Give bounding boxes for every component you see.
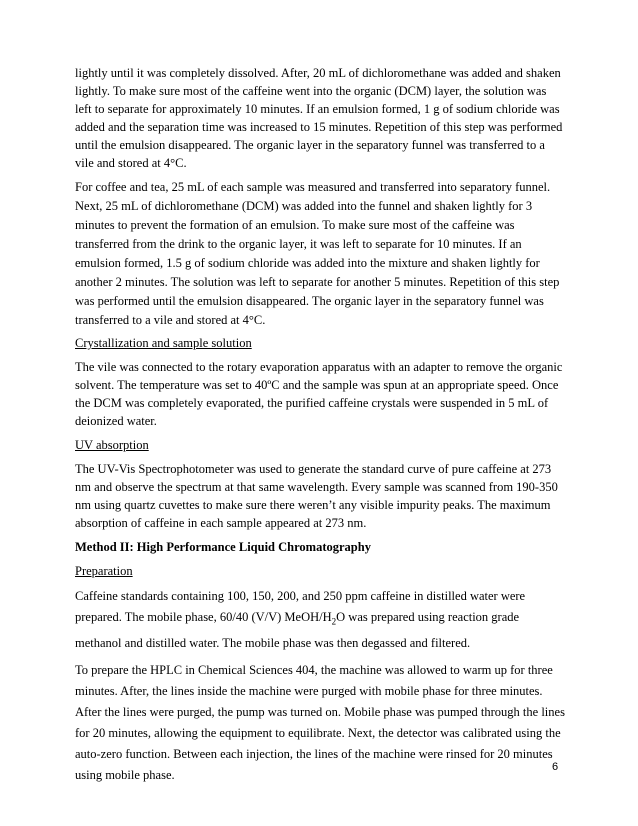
heading-method-2: Method II: High Performance Liquid Chromatography <box>75 540 371 554</box>
paragraph-crystallization: The vile was connected to the rotary evaporation apparatus with an adapter to remove the organic solvent. The temperature was set to 40ºC and the sample was spun at an appropriate speed. Once the DCM was completely evaporated, the purified caffeine crystals were suspended in 5 mL of deionized water. <box>75 360 563 428</box>
document-page <box>75 64 565 786</box>
paragraph-extraction-continued: lightly until it was completely dissolved. After, 20 mL of dichloromethane was added and shaken lightly. To make sure most of the caffeine went into the organic (DCM) layer, the solution was left to separate for approximately 10 minutes. If an emulsion formed, 1 g of sodium chloride was added and the separation time was increased to 15 minutes. Repetition of this step was performed until the emulsion disappeared. The organic layer in the separatory funnel was transferred to a vile and stored at 4°C. <box>75 66 563 170</box>
standards-text-part2: O was prepared using reaction grade methanol and distilled water. The mobile phase was then degassed and filtered. <box>75 610 520 650</box>
heading-uv-absorption: UV absorption <box>75 438 149 452</box>
paragraph-standards <box>75 586 565 654</box>
paragraph-hplc-prep: To prepare the HPLC in Chemical Sciences 404, the machine was allowed to warm up for three minutes. After, the lines inside the machine were purged with mobile phase for three minutes. After the lines were purged, the pump was turned on. Mobile phase was pumped through the lines for 20 minutes, allowing the equipment to equilibrate. Next, the detector was calibrated using the auto-zero function. Between each injection, the lines of the machine were rinsed for 20 minutes using mobile phase. <box>75 662 565 782</box>
paragraph-uv-absorption: The UV-Vis Spectrophotometer was used to generate the standard curve of pure caffeine at 273 nm and observe the spectrum at that same wavelength. Every sample was scanned from 190-350 nm using quartz cuvettes to make sure there weren’t any visible impurity peaks. The maximum absorption of caffeine in each sample appeared at 273 nm. <box>75 462 558 530</box>
paragraph-coffee-tea: For coffee and tea, 25 mL of each sample was measured and transferred into separatory funnel. Next, 25 mL of dichloromethane (DCM) was added into the funnel and shaken lightly for 3 minutes to prevent the formation of an emulsion. To make sure most of the caffeine was transferred from the drink to the organic layer, it was left to separate for 10 minutes. If an emulsion formed, 1.5 g of sodium chloride was added into the mixture and shaken lightly for another 2 minutes. The solution was left to separate for another 5 minutes. Repetition of this step was performed until the emulsion disappeared. The organic layer in the separatory funnel was transferred to a vile and stored at 4°C. <box>75 180 560 327</box>
heading-crystallization: Crystallization and sample solution <box>75 336 252 350</box>
subscript-2: 2 <box>331 616 337 627</box>
standards-text-part1: Caffeine standards containing 100, 150, 200, and 250 ppm caffeine in distilled water were prepared. The mobile phase, 60/40 (V/V) MeOH/H <box>75 589 526 624</box>
heading-preparation: Preparation <box>75 564 133 578</box>
page-number: 6 <box>552 761 559 773</box>
